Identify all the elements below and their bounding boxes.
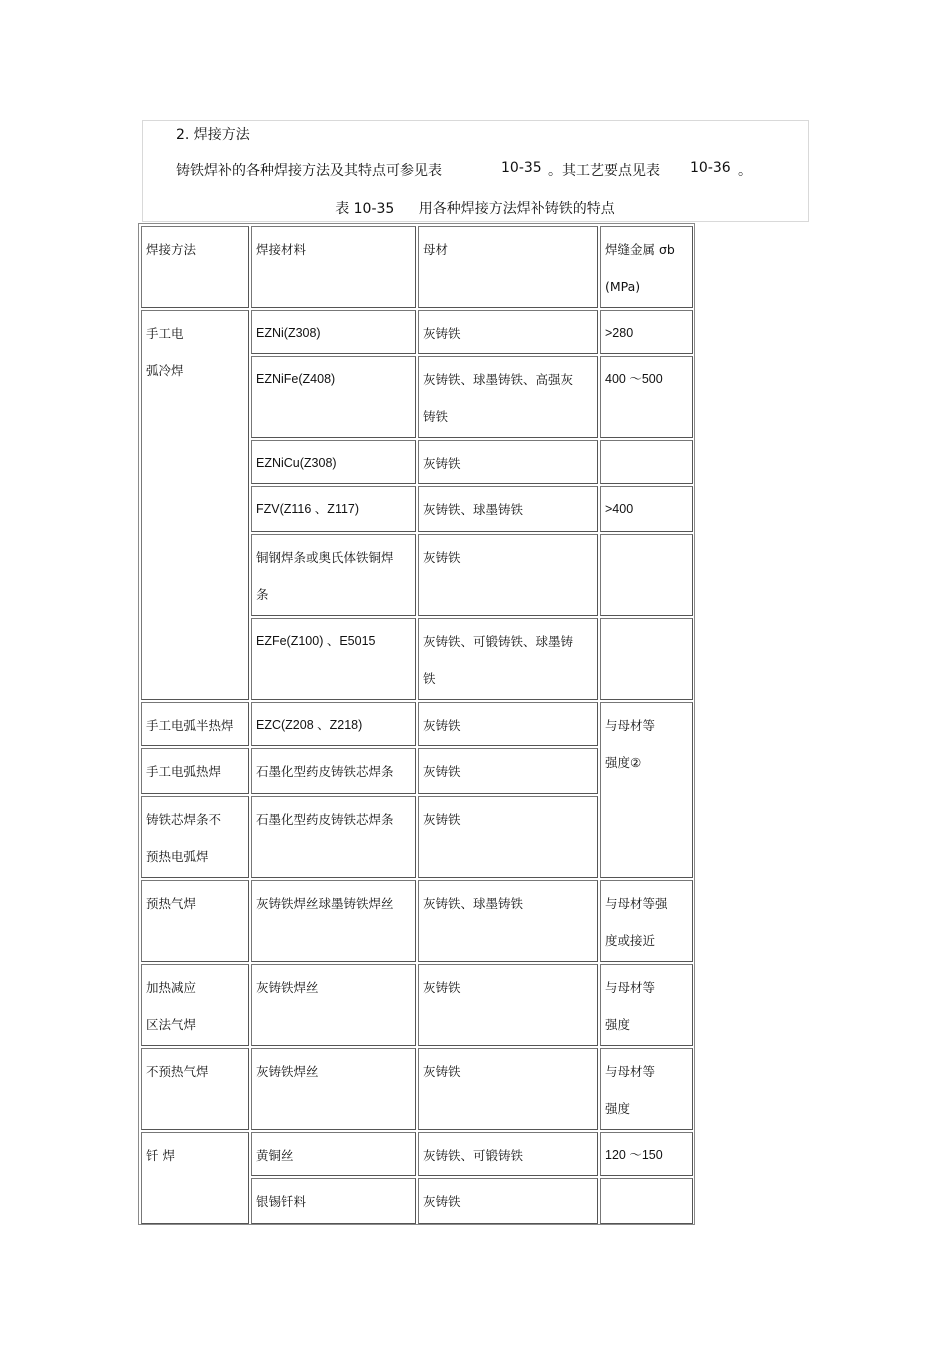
table-row-base: 灰铸铁 — [418, 796, 598, 878]
table-row-base: 灰铸铁 — [418, 310, 598, 354]
table-row-material: EZNiCu(Z308) — [251, 440, 416, 484]
table-row-material: 铜钢焊条或奥氏体铁铜焊 条 — [251, 534, 416, 616]
table-row-base: 灰铸铁 — [418, 440, 598, 484]
table-row-material: 石墨化型药皮铸铁芯焊条 — [251, 796, 416, 878]
table-row-base: 灰铸铁、可锻铸铁 — [418, 1132, 598, 1176]
table-row-material: EZFe(Z100) 、E5015 — [251, 618, 416, 700]
table-row-base: 灰铸铁 — [418, 964, 598, 1046]
table-row-strength: >400 — [600, 486, 693, 532]
table-row-base: 灰铸铁、球墨铸铁 — [418, 880, 598, 962]
table-caption-label: 表 10-35 — [335, 201, 395, 217]
table-ref-1035: 10-35 — [501, 160, 542, 176]
table-row-strength: 与母材等强 度或接近 — [600, 880, 693, 962]
table-row-base: 灰铸铁 — [418, 702, 598, 746]
header-weld-strength: 焊缝金属 σb (MPa) — [600, 226, 693, 308]
table-row-base: 灰铸铁、球墨铸铁、高强灰 铸铁 — [418, 356, 598, 438]
group-manual-cold-arc: 手工电 弧冷焊 — [141, 310, 249, 700]
table-caption — [0, 198, 950, 218]
table-row-strength: >280 — [600, 310, 693, 354]
header-base-metal: 母材 — [418, 226, 598, 308]
table-row-material: EZC(Z208 、Z218) — [251, 702, 416, 746]
table-row-material: EZNiFe(Z408) — [251, 356, 416, 438]
table-row-strength: 与母材等 强度② — [600, 702, 693, 878]
header-material: 焊接材料 — [251, 226, 416, 308]
table-row-material: 灰铸铁焊丝 — [251, 964, 416, 1046]
header-method: 焊接方法 — [141, 226, 249, 308]
group-manual-hot-arc: 手工电弧热焊 — [141, 748, 249, 794]
table-row-base: 灰铸铁 — [418, 1178, 598, 1224]
table-row-base: 灰铸铁 — [418, 534, 598, 616]
intro-text-2: 。其工艺要点见表 — [548, 163, 660, 179]
table-row-strength: 与母材等 强度 — [600, 1048, 693, 1130]
table-ref-1036: 10-36 — [690, 160, 731, 176]
table-row-strength — [600, 440, 693, 484]
table-row-material: EZNi(Z308) — [251, 310, 416, 354]
table-row-base: 灰铸铁 — [418, 748, 598, 794]
table-row-strength — [600, 1178, 693, 1224]
table-row-base: 灰铸铁、可锻铸铁、球墨铸 铁 — [418, 618, 598, 700]
group-no-preheat-gas: 不预热气焊 — [141, 1048, 249, 1130]
table-row-strength — [600, 534, 693, 616]
group-brazing: 钎 焊 — [141, 1132, 249, 1224]
table-row-base: 灰铸铁、球墨铸铁 — [418, 486, 598, 532]
table-row-strength: 400 ～500 — [600, 356, 693, 438]
table-row-strength — [600, 618, 693, 700]
table-row-strength: 120 ～150 — [600, 1132, 693, 1176]
table-row-material: FZV(Z116 、Z117) — [251, 486, 416, 532]
table-row-base: 灰铸铁 — [418, 1048, 598, 1130]
table-caption-title: 用各种焊接方法焊补铸铁的特点 — [418, 201, 615, 217]
intro-text-3: 。 — [738, 163, 752, 179]
group-cast-core-no-preheat-arc: 铸铁芯焊条不 预热电弧焊 — [141, 796, 249, 878]
table-row-material: 灰铸铁焊丝球墨铸铁焊丝 — [251, 880, 416, 962]
group-manual-semi-hot-arc: 手工电弧半热焊 — [141, 702, 249, 746]
intro-text-1: 铸铁焊补的各种焊接方法及其特点可参见表 — [176, 163, 442, 179]
table-row-material: 灰铸铁焊丝 — [251, 1048, 416, 1130]
group-heat-stress-relief-gas: 加热减应 区法气焊 — [141, 964, 249, 1046]
table-row-material: 黄铜丝 — [251, 1132, 416, 1176]
table-row-material: 石墨化型药皮铸铁芯焊条 — [251, 748, 416, 794]
group-preheat-gas: 预热气焊 — [141, 880, 249, 962]
table-row-material: 银锡钎料 — [251, 1178, 416, 1224]
welding-methods-table — [138, 223, 695, 1225]
section-heading: 2. 焊接方法 — [176, 127, 250, 143]
table-row-strength: 与母材等 强度 — [600, 964, 693, 1046]
